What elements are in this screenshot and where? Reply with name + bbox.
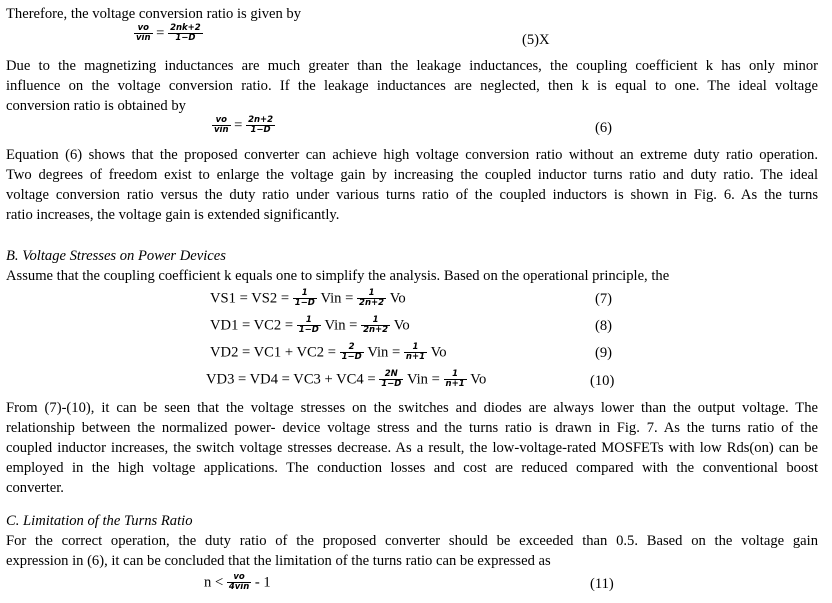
section-c-heading: C. Limitation of the Turns Ratio [6, 513, 193, 529]
section-b-heading: B. Voltage Stresses on Power Devices [6, 248, 226, 264]
equation-6-label: (6) [595, 120, 613, 136]
equation-6: $\frac{vo}{\text{vin}}$ = $\frac{2n+2}{1-D}$ [214, 115, 274, 135]
equation-10: VD3 = VD4 = VC3 + VC4 = $\frac{2N}{1-D}$ Vin = $\frac{1}{n+1}$ Vo [206, 369, 487, 389]
paragraph-2-line-3: voltage conversion ratio versus the duty ratio under various turns ratio of the coupled inductors is shown in Fig. 6. As the turns [6, 187, 818, 203]
equation-10-label: (10) [590, 373, 615, 389]
paragraph-5-line-2: expression in (6), it can be concluded that the limitation of the turns ratio can be expressed as [6, 553, 551, 569]
paragraph-4-line-1: From (7)-(10), it can be seen that the voltage stresses on the switches and diodes are always lower than the output voltage. The [6, 400, 818, 416]
equation-7-label: (7) [595, 291, 613, 307]
intro-text: Therefore, the voltage conversion ratio is given by [6, 6, 302, 22]
paragraph-1-line-3: conversion ratio is obtained by [6, 98, 186, 114]
paragraph-4-line-5: converter. [6, 480, 64, 496]
equation-5: $\frac{vo}{\text{vin}}$ = $\frac{2nk+2}{1-D}$ [136, 23, 201, 43]
paragraph-1-line-2: influence on the voltage conversion ratio. If the leakage inductances are neglected, then k is equal to one. The ideal voltage [6, 78, 818, 94]
paragraph-3: Assume that the coupling coefficient k equals one to simplify the analysis. Based on the operational principle, the [6, 268, 670, 284]
equation-11: n < $\frac{vo}{\text{4vin}}$ - 1 [204, 572, 271, 592]
equation-7: VS1 = VS2 = $\frac{1}{1-D}$ Vin = $\frac{1}{2n+2}$ Vo [210, 288, 406, 308]
paragraph-4-line-4: employed in the high voltage applications. The conduction losses and cost are reduced compared with the conventional boost [6, 460, 818, 476]
paragraph-2-line-4: ratio increases, the voltage gain is extended significantly. [6, 207, 340, 223]
paragraph-4-line-2: relationship between the normalized power- device voltage stress and the turns ratio is drawn in Fig. 7. As the turns ratio of the [6, 420, 818, 436]
paragraph-2-line-2: Two degrees of freedom exist to enlarge the voltage gain by increasing the coupled inductor turns ratio and duty ratio. The ideal [6, 167, 818, 183]
equation-8: VD1 = VC2 = $\frac{1}{1-D}$ Vin = $\frac{1}{2n+2}$ Vo [210, 315, 410, 335]
paragraph-4-line-3: coupled inductor increases, the switch voltage stresses decrease. As a result, the low-voltage-rated MOSFETs with low Rds(on) can be [6, 440, 818, 456]
equation-9: VD2 = VC1 + VC2 = $\frac{2}{1-D}$ Vin = $\frac{1}{n+1}$ Vo [210, 342, 447, 362]
equation-11-label: (11) [590, 576, 614, 592]
paragraph-2-line-1: Equation (6) shows that the proposed converter can achieve high voltage conversion ratio without an extreme duty ratio operation. [6, 147, 818, 163]
paragraph-1-line-1: Due to the magnetizing inductances are much greater than the leakage inductances, the coupling coefficient k has only minor [6, 58, 818, 74]
paragraph-5-line-1: For the correct operation, the duty ratio of the proposed converter should be exceeded than 0.5. Based on the voltage gain [6, 533, 818, 549]
equation-9-label: (9) [595, 345, 613, 361]
equation-5-label: (5)X [522, 32, 550, 48]
equation-8-label: (8) [595, 318, 613, 334]
